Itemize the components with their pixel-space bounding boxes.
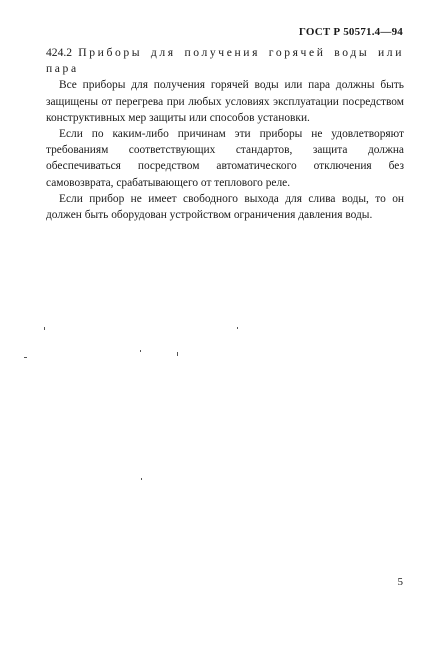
paragraph-pressure-limiting: Если прибор не имеет свободного выхода для слива воды, то он должен быть оборудован устройством ограничения давления воды. bbox=[46, 192, 404, 222]
document-body bbox=[46, 45, 404, 223]
section-title: Приборы для получения горячей воды или пара bbox=[46, 46, 404, 76]
scan-speck bbox=[177, 352, 178, 356]
scan-speck bbox=[140, 350, 141, 352]
section-heading bbox=[46, 45, 404, 77]
paragraph-automatic-disconnection: Если по каким-либо причинам эти приборы не удовлетворяют требованиям соответствующих стандартов, защита должна обеспечиваться посредством автоматического отключения без самовозврата, срабатывающего от теплового реле. bbox=[46, 128, 404, 189]
page-header-standard-code: ГОСТ Р 50571.4—94 bbox=[298, 26, 403, 38]
scan-speck bbox=[237, 327, 238, 329]
paragraph-overheat-protection: Все приборы для получения горячей воды или пара должны быть защищены от перегрева при любых условиях эксплуатации посредством конструктивных мер защиты или способов установки. bbox=[46, 79, 404, 124]
scan-speck bbox=[24, 357, 27, 358]
page-number: 5 bbox=[397, 576, 403, 588]
section-number: 424.2 bbox=[46, 46, 73, 59]
scan-speck bbox=[44, 327, 45, 330]
scan-speck bbox=[141, 478, 142, 480]
